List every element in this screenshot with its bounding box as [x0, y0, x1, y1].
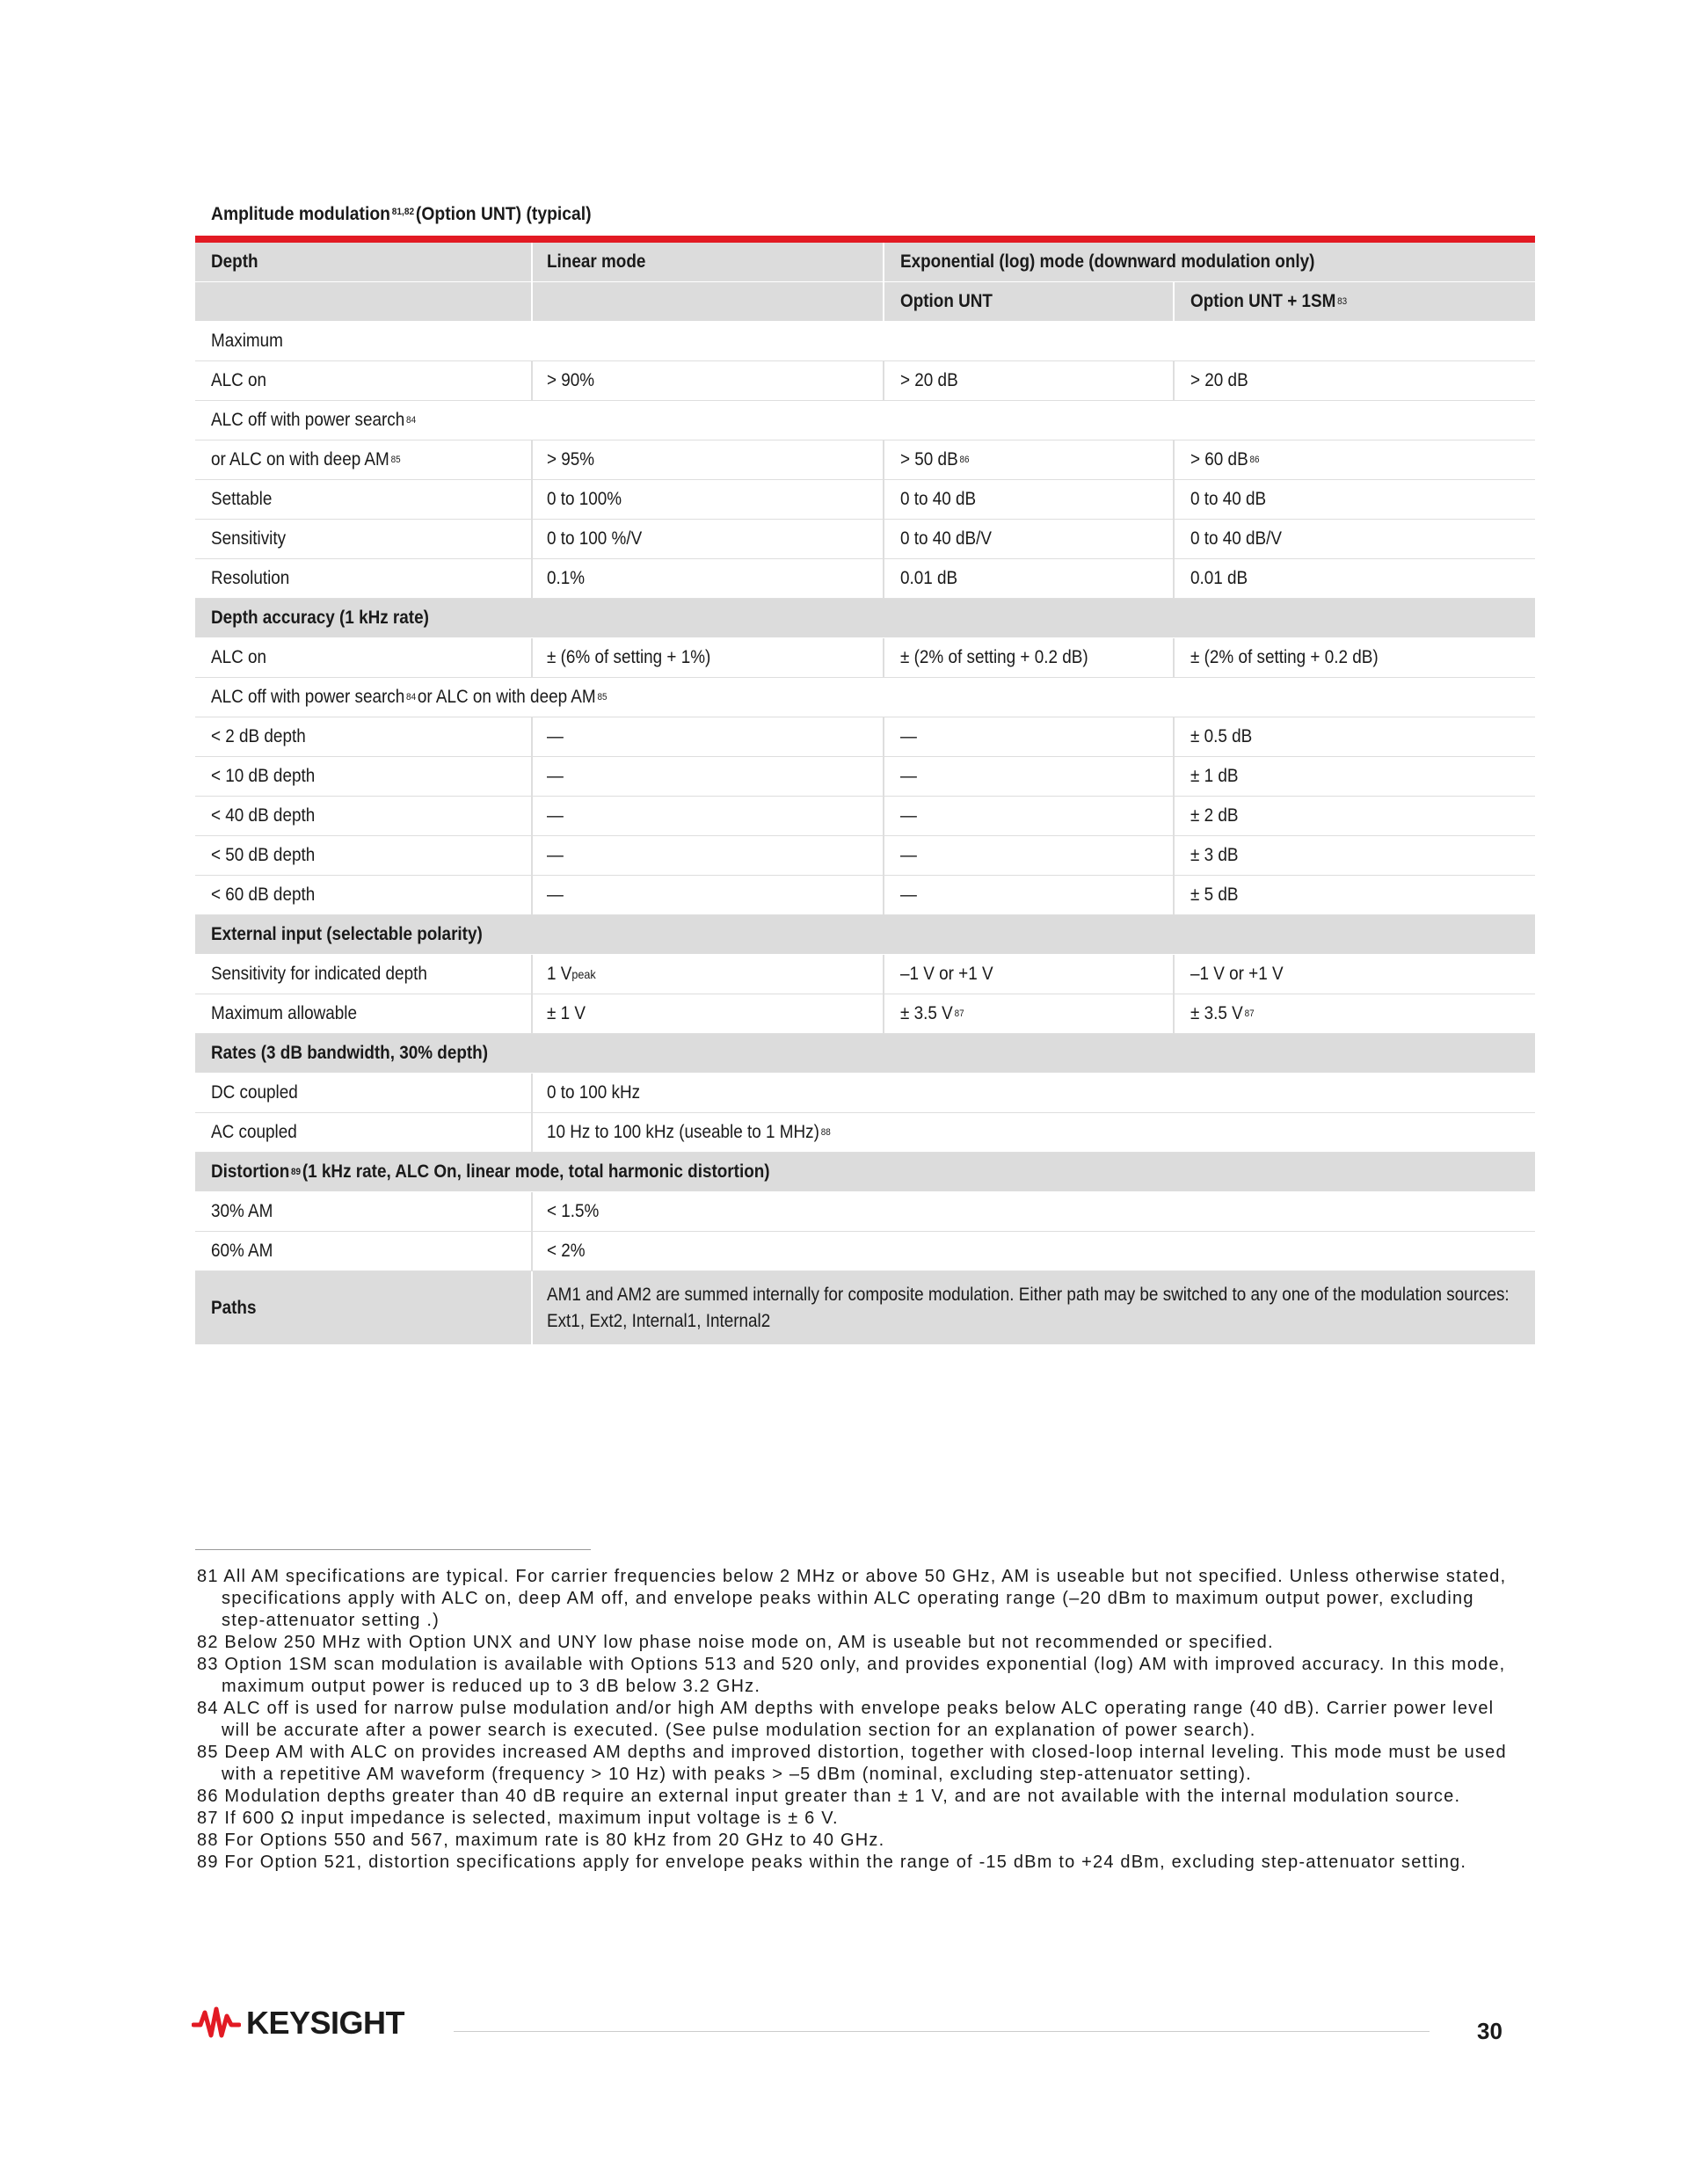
- table-row: Settable 0 to 100% 0 to 40 dB 0 to 40 dB: [195, 480, 1535, 520]
- title-accent-bar: [195, 236, 1535, 243]
- footnote: 81 All AM specifications are typical. For carrier frequencies below 2 MHz or above 50 GHz, AM is useable but not specified. Unless otherwise stated, specifications apply with ALC on, deep AM off, and envelope peaks within ALC operating range (–20 dBm to maximum output power, excluding step-attenuator setting .): [197, 1567, 1507, 1630]
- footnote: 84 ALC off is used for narrow pulse modulation and/or high AM depths with envelope peaks below ALC operating range (40 dB). Carrier power level will be accurate after a power search is executed. (See pulse modulation section for an explanation of power search).: [197, 1699, 1495, 1740]
- brand-name: KEYSIGHT: [246, 2005, 405, 2041]
- table-row: Paths AM1 and AM2 are summed internally for composite modulation. Either path may be switched to any one of the modulation sources: Ext1, Ext2, Internal1, Internal2: [195, 1271, 1535, 1345]
- header-linear: Linear mode: [547, 251, 646, 272]
- header-subrow: [195, 282, 1535, 322]
- table-row: < 10 dB depth — — ± 1 dB: [195, 757, 1535, 797]
- footnote: 82 Below 250 MHz with Option UNX and UNY low phase noise mode on, AM is useable but not recommended or specified.: [197, 1633, 1274, 1652]
- table-row: DC coupled 0 to 100 kHz: [195, 1074, 1535, 1113]
- table-row: Sensitivity 0 to 100 %/V 0 to 40 dB/V 0 to 40 dB/V: [195, 520, 1535, 559]
- section-header: External input (selectable polarity): [195, 915, 1535, 955]
- table-row: ALC off with power search 84 or ALC on with deep AM 85: [195, 678, 1535, 717]
- footnotes: [197, 1566, 1516, 1874]
- section-header: Rates (3 dB bandwidth, 30% depth): [195, 1034, 1535, 1074]
- table-row: < 50 dB depth — — ± 3 dB: [195, 836, 1535, 876]
- page-number: 30: [1477, 2018, 1502, 2044]
- header-depth: Depth: [211, 251, 258, 272]
- footnote: 88 For Options 550 and 567, maximum rate is 80 kHz from 20 GHz to 40 GHz.: [197, 1831, 885, 1850]
- table-row: ALC on > 90% > 20 dB > 20 dB: [195, 361, 1535, 401]
- keysight-wave-icon: [192, 2006, 241, 2041]
- section-header: Distortion 89 (1 kHz rate, ALC On, linear mode, total harmonic distortion): [195, 1153, 1535, 1192]
- footnote: 83 Option 1SM scan modulation is available with Options 513 and 520 only, and provides exponential (log) AM with improved accuracy. In this mode, maximum output power is reduced up to 3 dB below 3.2 GHz.: [197, 1655, 1506, 1696]
- header-option-unt: Option UNT: [900, 291, 993, 311]
- footnote-divider: [195, 1549, 591, 1550]
- table-row: or ALC on with deep AM 85 > 95% > 50 dB 86 > 60 dB 86: [195, 440, 1535, 480]
- table-row: Maximum allowable ± 1 V ± 3.5 V 87 ± 3.5 V 87: [195, 994, 1535, 1034]
- table-row: ALC off with power search 84: [195, 401, 1535, 440]
- table-row: < 40 dB depth — — ± 2 dB: [195, 797, 1535, 836]
- table-row: Maximum: [195, 322, 1535, 361]
- keysight-logo: [192, 2005, 404, 2042]
- table-row: Resolution 0.1% 0.01 dB 0.01 dB: [195, 559, 1535, 599]
- table-row: 30% AM < 1.5%: [195, 1192, 1535, 1232]
- footnote: 89 For Option 521, distortion specifications apply for envelope peaks within the range of -15 dBm to +24 dBm, excluding step-attenuator setting.: [197, 1853, 1467, 1872]
- footnote: 85 Deep AM with ALC on provides increased AM depths and improved distortion, together with closed-loop internal leveling. This mode must be used with a repetitive AM waveform (frequency > 10 Hz) with peaks > –5 dBm (nominal, excluding step-attenuator setting).: [197, 1743, 1507, 1784]
- header-exponential: Exponential (log) mode (downward modulation only): [900, 251, 1315, 272]
- header-option-unt-1sm: Option UNT + 1SM 83: [1190, 291, 1348, 311]
- table-row: < 60 dB depth — — ± 5 dB: [195, 876, 1535, 915]
- section-header: Depth accuracy (1 kHz rate): [195, 599, 1535, 638]
- footer-divider: [454, 2031, 1430, 2032]
- table-row: < 2 dB depth — — ± 0.5 dB: [195, 717, 1535, 757]
- footnote: 86 Modulation depths greater than 40 dB require an external input greater than ± 1 V, and are not available with the internal modulation source.: [197, 1787, 1461, 1806]
- table-row: ALC on ± (6% of setting + 1%) ± (2% of setting + 0.2 dB) ± (2% of setting + 0.2 dB): [195, 638, 1535, 678]
- table-row: 60% AM < 2%: [195, 1232, 1535, 1271]
- table-row: Sensitivity for indicated depth 1 V peak –1 V or +1 V –1 V or +1 V: [195, 955, 1535, 994]
- footnote: 87 If 600 Ω input impedance is selected, maximum input voltage is ± 6 V.: [197, 1809, 839, 1828]
- table-title: Amplitude modulation $^{81,82}$(Option UNT) (typical): [211, 204, 592, 224]
- table-row: AC coupled 10 Hz to 100 kHz (useable to 1 MHz) 88: [195, 1113, 1535, 1153]
- header-row: [195, 243, 1535, 282]
